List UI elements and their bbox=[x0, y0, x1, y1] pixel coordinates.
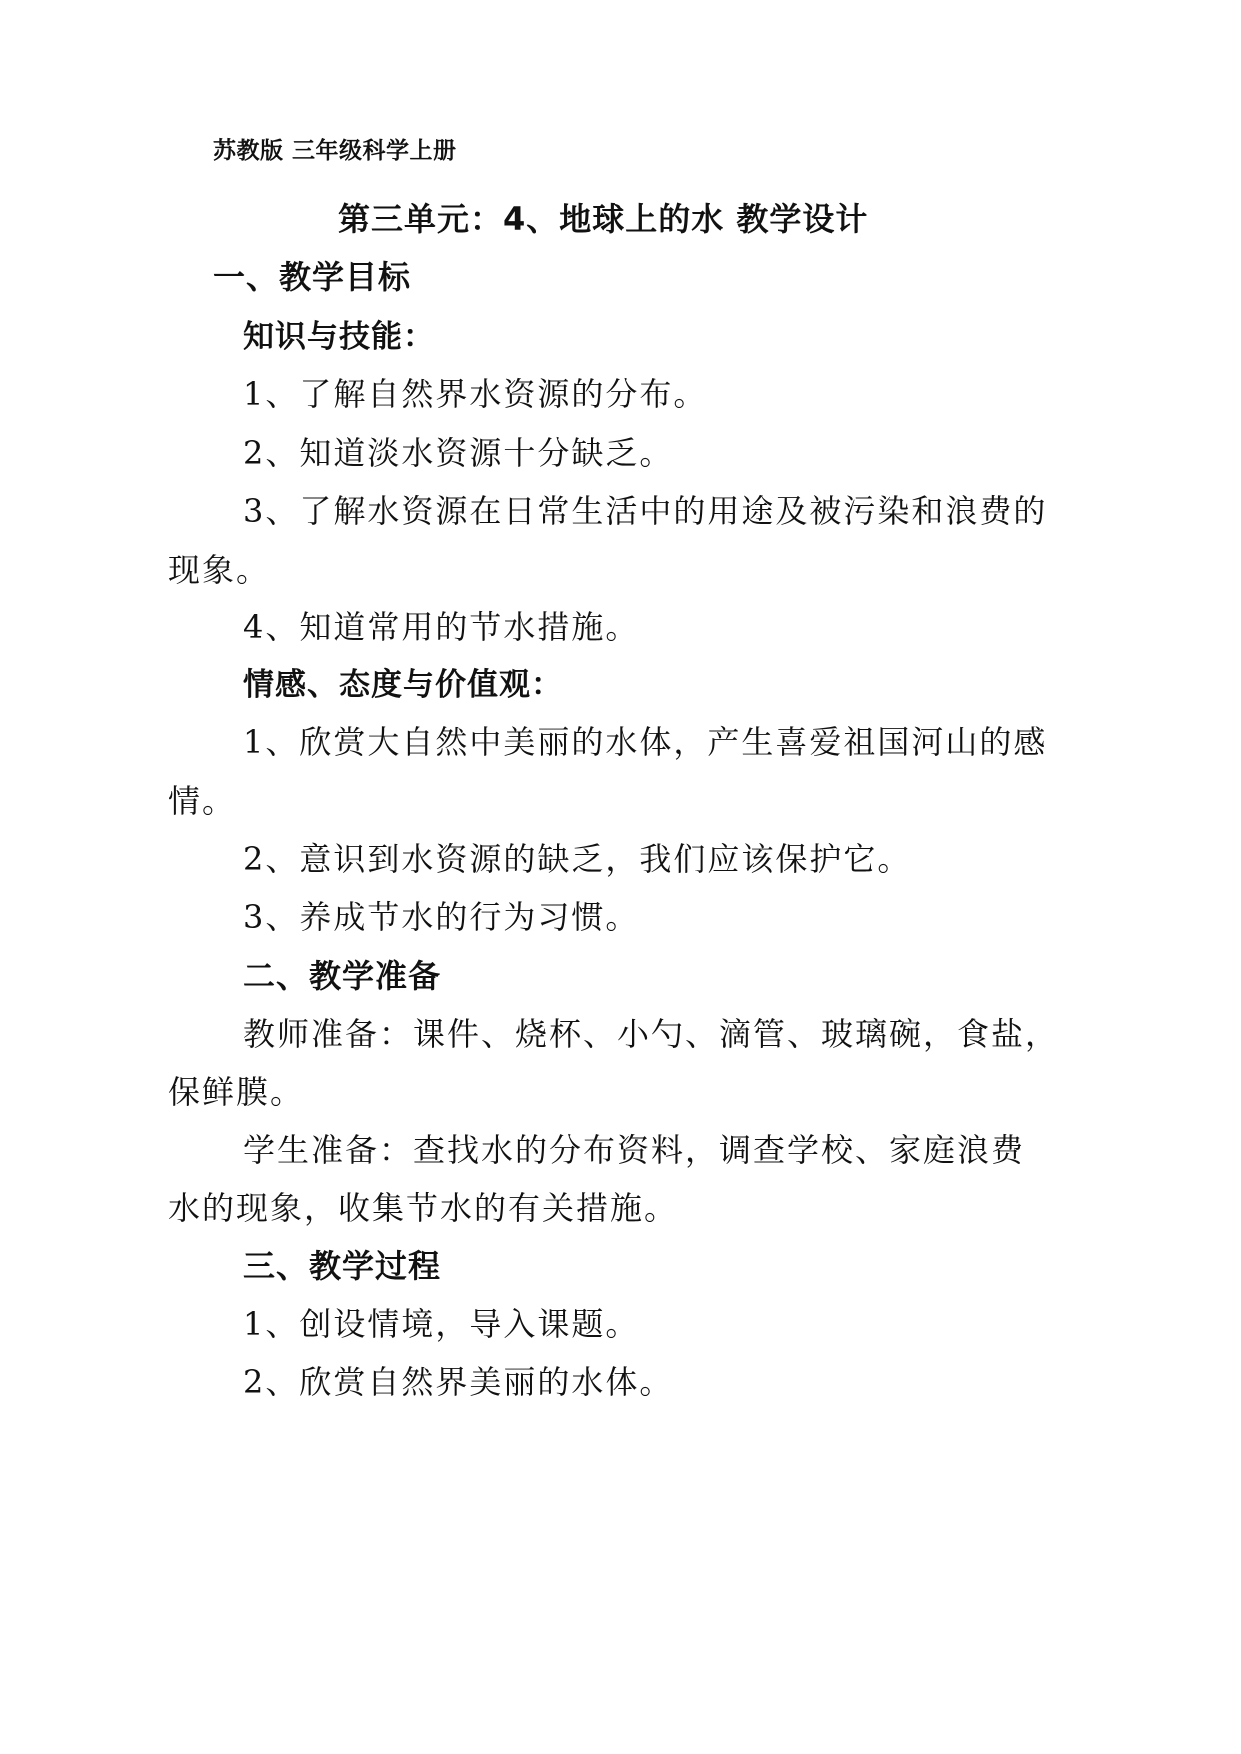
subheading-emotion: 情感、态度与价值观： bbox=[243, 667, 563, 703]
student-preparation-line-2: 水的现象，收集节水的有关措施。 bbox=[168, 1189, 679, 1227]
publisher-line: 苏教版 三年级科学上册 bbox=[213, 138, 457, 164]
section-heading-process: 三、教学过程 bbox=[243, 1247, 442, 1285]
knowledge-item-2: 2、知道淡水资源十分缺乏。 bbox=[243, 434, 674, 472]
knowledge-item-3-line-2: 现象。 bbox=[168, 551, 271, 589]
knowledge-item-1: 1、了解自然界水资源的分布。 bbox=[243, 375, 708, 413]
subheading-knowledge: 知识与技能： bbox=[243, 319, 435, 355]
knowledge-item-3-line-1: 3、了解水资源在日常生活中的用途及被污染和浪费的 bbox=[243, 492, 1048, 530]
document-title: 第三单元：4、地球上的水 教学设计 bbox=[338, 200, 869, 238]
process-step-1: 1、创设情境，导入课题。 bbox=[243, 1305, 640, 1343]
section-heading-preparation: 二、教学准备 bbox=[243, 957, 442, 995]
teacher-preparation-line-1: 教师准备：课件、烧杯、小勺、滴管、玻璃碗，食盐， bbox=[243, 1015, 1060, 1053]
student-preparation-line-1: 学生准备：查找水的分布资料，调查学校、家庭浪费 bbox=[243, 1131, 1026, 1169]
emotion-item-3: 3、养成节水的行为习惯。 bbox=[243, 898, 640, 936]
emotion-item-2: 2、意识到水资源的缺乏，我们应该保护它。 bbox=[243, 840, 912, 878]
emotion-item-1-line-2: 情。 bbox=[168, 782, 237, 820]
teacher-preparation-line-2: 保鲜膜。 bbox=[168, 1073, 305, 1111]
process-step-2: 2、欣赏自然界美丽的水体。 bbox=[243, 1363, 674, 1401]
emotion-item-1-line-1: 1、欣赏大自然中美丽的水体，产生喜爱祖国河山的感 bbox=[243, 723, 1048, 761]
knowledge-item-4: 4、知道常用的节水措施。 bbox=[243, 608, 640, 646]
section-heading-goals: 一、教学目标 bbox=[213, 258, 412, 296]
